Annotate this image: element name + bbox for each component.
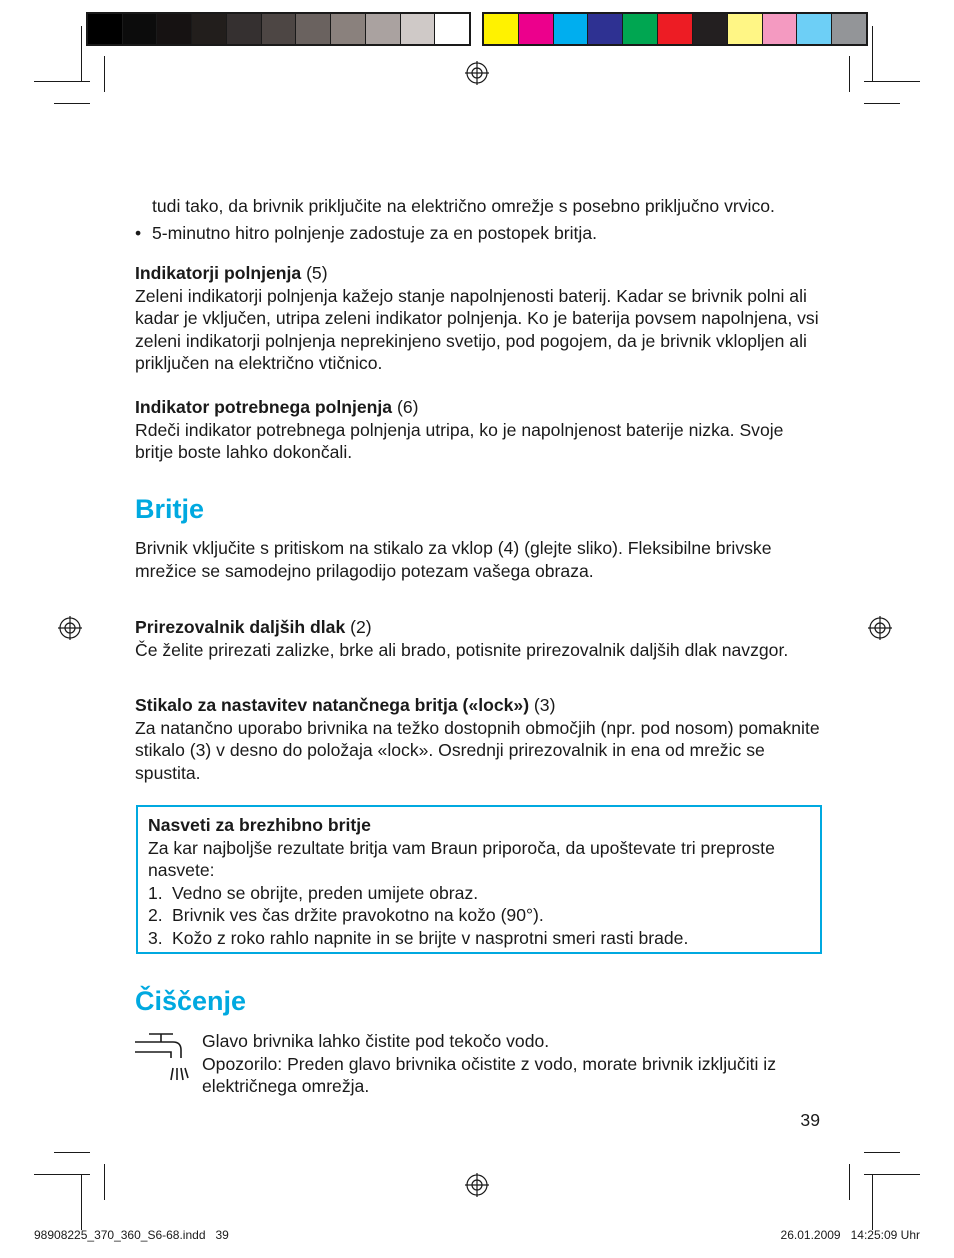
lock-switch-section <box>135 694 825 784</box>
color-swatch <box>658 14 693 44</box>
color-swatch <box>484 14 519 44</box>
bullet-mark: • <box>135 223 142 243</box>
low-charge-section <box>135 396 825 464</box>
lock-switch-title: Stikalo za nastavitev natančnega britja («lock») <box>135 695 530 715</box>
color-swatch <box>401 14 436 44</box>
tips-title: Nasveti za brezhibno britje <box>148 815 371 835</box>
color-swatch <box>296 14 331 44</box>
color-swatch <box>331 14 366 44</box>
crop-mark <box>872 26 873 82</box>
color-swatch <box>623 14 658 44</box>
process-color-bar <box>482 12 868 46</box>
crop-mark <box>104 56 105 92</box>
cleaning-heading: Čiščenje <box>135 986 247 1016</box>
tips-list-item: 1. Vedno se obrijte, preden umijete obraz. <box>148 882 479 903</box>
color-swatch <box>157 14 192 44</box>
tips-intro: Za kar najboljše rezultate britja vam Braun priporoča, da upoštevate tri preproste nasvete: <box>148 837 775 880</box>
bullet-text: 5-minutno hitro polnjenje zadostuje za en postopek britja. <box>152 223 598 243</box>
footer-filename: 98908225_370_360_S6-68.indd 39 <box>34 1228 229 1242</box>
color-swatch <box>88 14 123 44</box>
shaving-text: Brivnik vključite s pritiskom na stikalo za vklop (4) (glejte sliko). Fleksibilne brivske mrežice se samodejno prilagodijo potezam vašega obraza. <box>135 538 772 581</box>
trimmer-body: Če želite prirezati zalizke, brke ali brado, potisnite prirezovalnik daljših dlak navzgor. <box>135 639 789 660</box>
crop-mark <box>104 1164 105 1200</box>
charge-indicator-ref: (5) <box>301 263 328 283</box>
crop-mark <box>81 26 82 82</box>
color-swatch <box>554 14 589 44</box>
color-swatch <box>693 14 728 44</box>
color-swatch <box>227 14 262 44</box>
trimmer-title: Prirezovalnik daljših dlak <box>135 617 346 637</box>
low-charge-body: Rdeči indikator potrebnega polnjenja utripa, ko je napolnjenost baterije nizka. Svoje britje boste lahko dokončali. <box>135 419 784 462</box>
color-swatch <box>797 14 832 44</box>
trimmer-section <box>135 616 825 661</box>
registration-mark-icon <box>465 1173 489 1197</box>
crop-mark <box>849 56 850 92</box>
cleaning-line-2: Opozorilo: Preden glavo brivnika očistite z vodo, morate brivnik izključiti iz električnega omrežja. <box>202 1053 776 1096</box>
registration-mark-icon <box>58 616 82 640</box>
tips-list-item: 2. Brivnik ves čas držite pravokotno na kožo (90°). <box>148 905 544 925</box>
intro-text: tudi tako, da brivnik priključite na električno omrežje s posebno priključno vrvico. <box>152 195 775 216</box>
crop-mark <box>864 1152 900 1153</box>
registration-mark-icon <box>868 616 892 640</box>
page-number: 39 <box>800 1110 820 1130</box>
color-swatch <box>366 14 401 44</box>
color-swatch <box>588 14 623 44</box>
intro-bullet-item <box>135 222 825 245</box>
trimmer-ref: (2) <box>345 617 372 637</box>
crop-mark <box>872 1174 873 1230</box>
crop-mark <box>81 1174 82 1230</box>
water-tap-icon <box>133 1032 189 1084</box>
lock-switch-body: Za natančno uporabo brivnika na težko dostopnih območjih (npr. pod nosom) pomaknite stikalo (3) v desno do položaja «lock». Osrednji prirezovalnik in ena od mrežic se spustita. <box>135 717 820 783</box>
footer-timestamp: 26.01.2009 14:25:09 Uhr <box>780 1228 920 1242</box>
low-charge-title: Indikator potrebnega polnjenja <box>135 397 393 417</box>
color-swatch <box>763 14 798 44</box>
charge-indicator-body: Zeleni indikatorji polnjenja kažejo stanje napolnjenosti baterij. Kadar se brivnik polni ali kadar je vključen, utripa zeleni indikator polnjenja. Ko je baterija povsem napolnjena, vsi zeleni indikatorji polnjenja neprekinjeno svetijo, pod pogojem, da je brivnik vklopljen ali priključen na električno vtičnico. <box>135 285 819 373</box>
crop-mark <box>864 103 900 104</box>
registration-mark-icon <box>465 61 489 85</box>
crop-mark <box>54 103 90 104</box>
cleaning-line-1: Glavo brivnika lahko čistite pod tekočo vodo. <box>202 1031 550 1051</box>
lock-switch-ref: (3) <box>529 695 556 715</box>
charge-indicator-title: Indikatorji polnjenja <box>135 263 302 283</box>
color-swatch <box>192 14 227 44</box>
shaving-heading: Britje <box>135 494 205 524</box>
cleaning-body <box>202 1030 802 1098</box>
grayscale-color-bar <box>86 12 471 46</box>
color-swatch <box>435 14 469 44</box>
color-swatch <box>123 14 158 44</box>
color-swatch <box>832 14 866 44</box>
shaving-body <box>135 537 775 582</box>
color-swatch <box>262 14 297 44</box>
color-swatch <box>519 14 554 44</box>
tips-list-item: 3. Kožo z roko rahlo napnite in se brijte v nasprotni smeri rasti brade. <box>148 927 689 948</box>
charge-indicator-section <box>135 262 825 375</box>
color-swatch <box>728 14 763 44</box>
crop-mark <box>54 1152 90 1153</box>
tips-box <box>136 805 822 954</box>
low-charge-ref: (6) <box>392 397 419 417</box>
crop-mark <box>849 1164 850 1200</box>
